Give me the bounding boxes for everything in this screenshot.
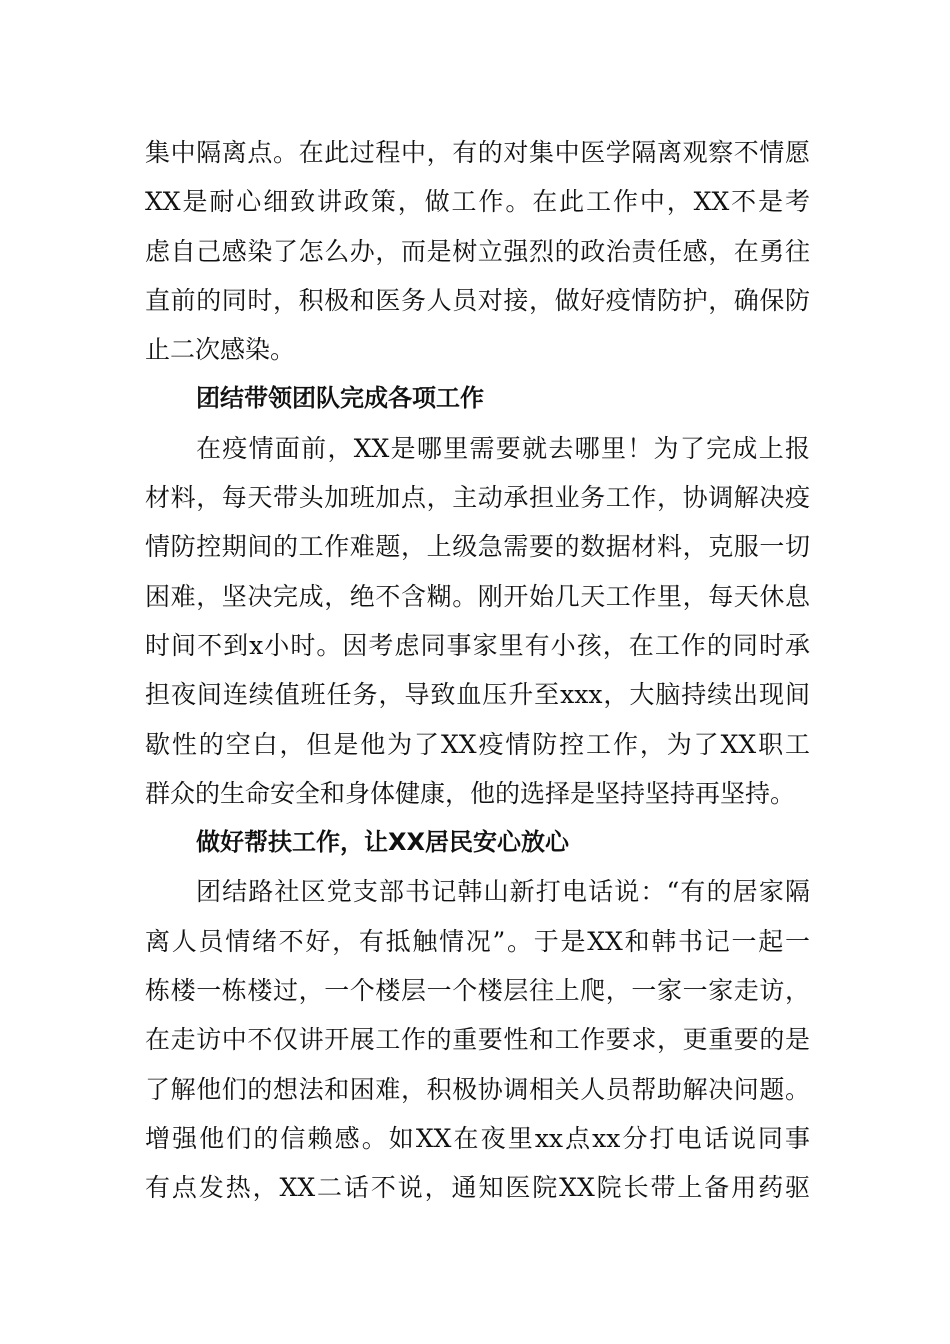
text-line: 群众的生命安全和身体健康，他的选择是坚持坚持再坚持。 bbox=[145, 778, 796, 808]
text-line: 有点发热，XX二话不说，通知医院XX院长带上备用药驱 bbox=[145, 1173, 810, 1203]
paragraph-2 bbox=[145, 424, 810, 818]
text-line: 离人员情绪不好，有抵触情况”。于是XX和韩书记一起一 bbox=[145, 926, 810, 956]
section-heading-team-work: 团结带领团队完成各项工作 bbox=[196, 384, 484, 413]
text-line: 在走访中不仅讲开展工作的重要性和工作要求，更重要的是 bbox=[145, 1025, 810, 1055]
paragraph-3 bbox=[145, 867, 810, 1212]
text-line: 直前的同时，积极和医务人员对接，做好疫情防护，确保防 bbox=[145, 285, 810, 315]
text-line: 担夜间连续值班任务，导致血压升至xxx，大脑持续出现间 bbox=[145, 680, 810, 710]
text-line: 集中隔离点。在此过程中，有的对集中医学隔离观察不情愿 bbox=[145, 138, 810, 167]
text-line: 增强他们的信赖感。如XX在夜里xx点xx分打电话说同事 bbox=[145, 1123, 810, 1153]
text-line: 困难，坚决完成，绝不含糊。刚开始几天工作里，每天休息 bbox=[145, 581, 810, 611]
text-line: 材料，每天带头加班加点，主动承担业务工作，协调解决疫 bbox=[145, 483, 810, 513]
text-line: XX是耐心细致讲政策，做工作。在此工作中，XX不是考 bbox=[145, 187, 810, 217]
text-line: 时间不到x小时。因考虑同事家里有小孩，在工作的同时承 bbox=[145, 630, 810, 660]
text-line: 栋楼一栋楼过，一个楼层一个楼层往上爬，一家一家走访， bbox=[145, 976, 810, 1006]
text-line: 了解他们的想法和困难，积极协调相关人员帮助解决问题。 bbox=[145, 1074, 810, 1104]
document-body bbox=[145, 128, 810, 1213]
text-line: 虑自己感染了怎么办，而是树立强烈的政治责任感，在勇往 bbox=[145, 236, 810, 266]
text-line: 情防控期间的工作难题，上级急需要的数据材料，克服一切 bbox=[145, 532, 810, 562]
paragraph-1 bbox=[145, 128, 810, 374]
text-line: 在疫情面前，XX是哪里需要就去哪里！为了完成上报 bbox=[196, 433, 810, 463]
text-line: 歇性的空白，但是他为了XX疫情防控工作，为了XX职工 bbox=[145, 729, 810, 759]
text-line: 团结路社区党支部书记韩山新打电话说：“有的居家隔 bbox=[196, 877, 810, 907]
text-line: 止二次感染。 bbox=[145, 335, 296, 365]
section-heading-assistance: 做好帮扶工作，让XX居民安心放心 bbox=[196, 828, 570, 857]
